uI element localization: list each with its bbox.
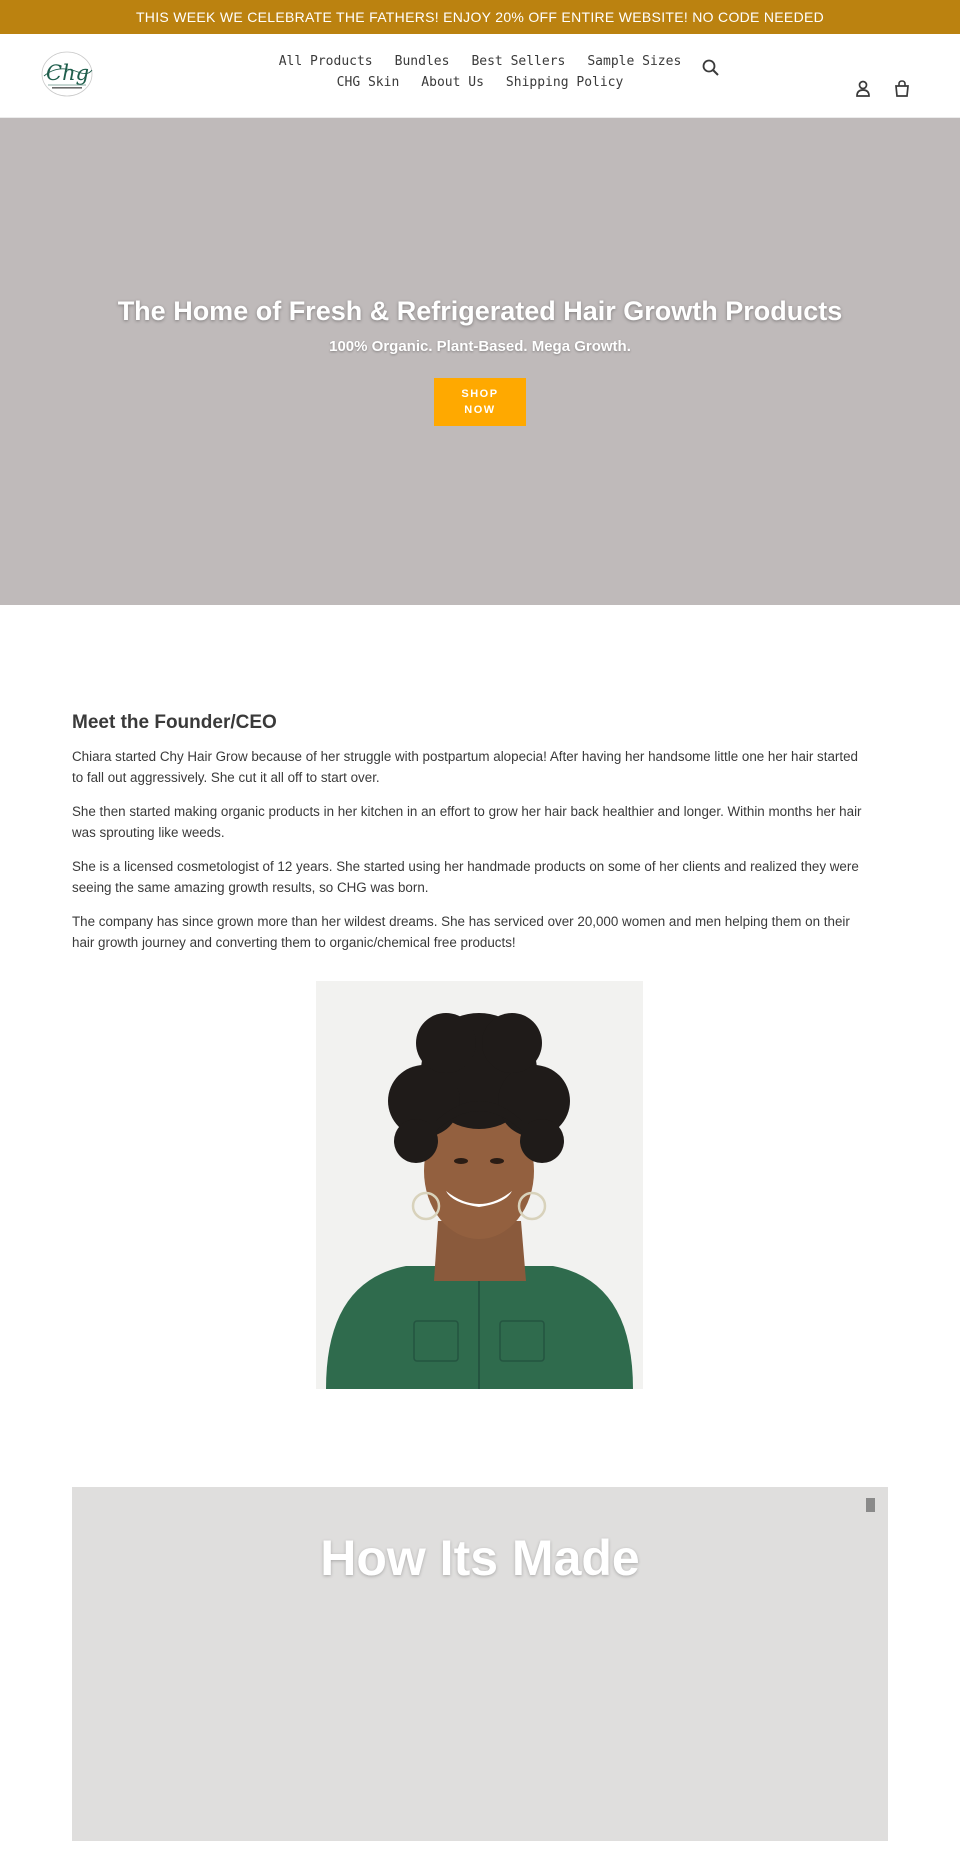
shop-now-button[interactable] xyxy=(434,378,526,426)
logo-icon xyxy=(38,50,96,100)
search-button[interactable] xyxy=(700,57,722,79)
hero-title: The Home of Fresh & Refrigerated Hair Growth Products xyxy=(117,296,843,326)
account-icon xyxy=(852,78,874,100)
hero-banner xyxy=(0,118,960,605)
founder-paragraph: She then started making organic products in her kitchen in an effort to grow her hair back healthier and longer. Within months her hair was sprouting like weeds. xyxy=(72,804,862,840)
nav-link-chg-skin[interactable]: CHG Skin xyxy=(336,75,400,90)
shop-now-label-line2: NOW xyxy=(464,404,496,416)
founder-paragraph: The company has since grown more than her wildest dreams. She has serviced over 20,000 women and men helping them on their hair growth journey and converting them to organic/chemical free products! xyxy=(72,914,850,950)
nav-link-all-products[interactable]: All Products xyxy=(278,54,373,69)
nav-link-sample-sizes[interactable]: Sample Sizes xyxy=(587,54,682,69)
founder-portrait-image xyxy=(316,981,643,1389)
founder-paragraph: She is a licensed cosmetologist of 12 years. She started using her handmade products on some of her clients and realized they were seeing the same amazing growth results, so CHG was born. xyxy=(72,859,859,895)
founder-photo xyxy=(316,981,643,1389)
hero-subtitle: 100% Organic. Plant-Based. Mega Growth. xyxy=(329,338,631,355)
announcement-bar xyxy=(0,0,960,34)
nav-link-shipping-policy[interactable]: Shipping Policy xyxy=(505,75,624,90)
site-header xyxy=(0,34,960,118)
founder-paragraph: Chiara started Chy Hair Grow because of her struggle with postpartum alopecia! After having her handsome little one her hair started to fall out aggressively. She cut it all off to start over. xyxy=(72,749,858,785)
founder-section xyxy=(72,712,862,966)
nav-link-bundles[interactable]: Bundles xyxy=(394,54,450,69)
video-title: How Its Made xyxy=(320,1530,640,1586)
account-button[interactable] xyxy=(852,78,874,100)
shop-now-label-line1: SHOP xyxy=(461,388,499,400)
founder-heading: Meet the Founder/CEO xyxy=(72,712,277,733)
search-icon xyxy=(700,57,722,79)
announcement-text: THIS WEEK WE CELEBRATE THE FATHERS! ENJOY 20% OFF ENTIRE WEBSITE! NO CODE NEEDED xyxy=(135,9,825,25)
nav-link-best-sellers[interactable]: Best Sellers xyxy=(471,54,566,69)
brand-logo[interactable] xyxy=(38,50,96,100)
cart-button[interactable] xyxy=(891,78,913,100)
how-its-made-video[interactable] xyxy=(72,1487,888,1841)
main-nav xyxy=(270,54,690,96)
pause-icon[interactable] xyxy=(866,1498,875,1512)
nav-row-secondary xyxy=(270,75,690,90)
svg-text:Chg: Chg xyxy=(46,61,90,85)
cart-icon xyxy=(891,78,913,100)
nav-row-primary xyxy=(270,54,690,69)
nav-link-about-us[interactable]: About Us xyxy=(421,75,484,90)
